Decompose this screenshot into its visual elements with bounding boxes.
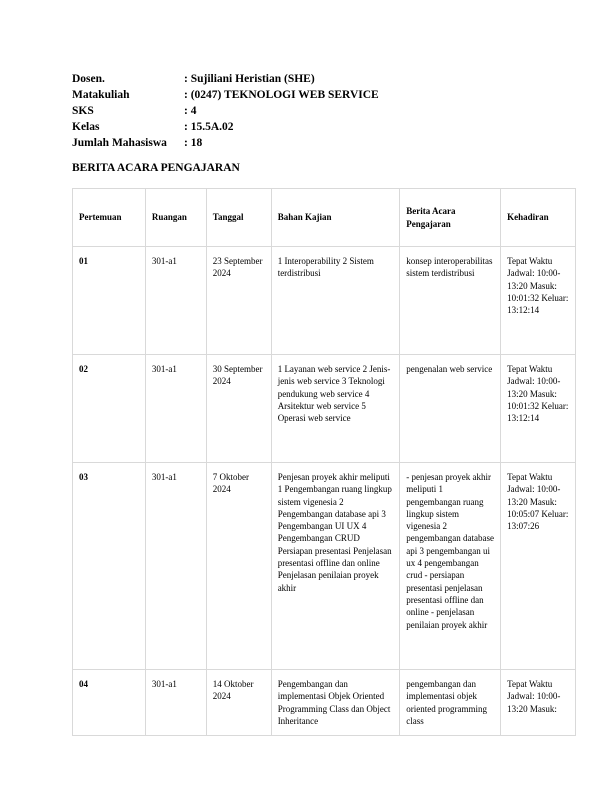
cell-pertemuan: 03: [73, 463, 146, 670]
info-value: : 18: [184, 137, 203, 149]
cell-kehadiran: Tepat Waktu Jadwal: 10:00-13:20 Masuk: 10:01:32 Keluar: 13:12:14: [501, 247, 576, 355]
info-value: : 4: [184, 105, 197, 117]
info-row-matakuliah: [72, 87, 379, 103]
cell-berita-acara: pengenalan web service: [400, 355, 501, 463]
header-kehadiran: Kehadiran: [501, 189, 576, 247]
info-row-jumlah-mahasiswa: [72, 135, 379, 151]
table-header-row: [73, 189, 576, 247]
table-row: [73, 463, 576, 670]
cell-berita-acara: - penjesan proyek akhir meliputi 1 pengembangan ruang lingkup sistem vigenesia 2 pengembangan database api 3 pengembangan ui ux 4 pengembangan crud - persiapan presentasi penjelasan presentasi offline dan online - penjelasan penilaian proyek akhir: [400, 463, 501, 670]
cell-tanggal: 7 Oktober 2024: [206, 463, 271, 670]
info-label: Matakuliah: [72, 89, 130, 101]
table-row: [73, 247, 576, 355]
cell-kehadiran: Tepat Waktu Jadwal: 10:00-13:20 Masuk: 10:05:07 Keluar: 13:07:26: [501, 463, 576, 670]
cell-ruangan: 301-a1: [145, 355, 206, 463]
info-value: : 15.5A.02: [184, 121, 234, 133]
info-label: SKS: [72, 105, 94, 117]
cell-berita-acara: pengembangan dan implementasi objek oriented programming class: [400, 670, 501, 736]
berita-acara-table: [72, 188, 576, 736]
header-bahan-kajian: Bahan Kajian: [271, 189, 400, 247]
cell-tanggal: 14 Oktober 2024: [206, 670, 271, 736]
header-pertemuan: Pertemuan: [73, 189, 146, 247]
cell-berita-acara: konsep interoperabilitas sistem terdistribusi: [400, 247, 501, 355]
course-info: [72, 71, 379, 151]
header-berita-acara: Berita Acara Pengajaran: [400, 189, 501, 247]
cell-bahan-kajian: Penjesan proyek akhir meliputi 1 Pengembangan ruang lingkup sistem vigenesia 2 Pengembangan database api 3 Pengembangan UI UX 4 Pengembangan CRUD Persiapan presentasi Penjelasan presentasi offline dan online Penjelasan penilaian proyek akhir: [271, 463, 400, 670]
header-tanggal: Tanggal: [206, 189, 271, 247]
info-row-dosen: [72, 71, 379, 87]
cell-kehadiran: Tepat Waktu Jadwal: 10:00-13:20 Masuk: 10:01:32 Keluar: 13:12:14: [501, 355, 576, 463]
table-row: [73, 670, 576, 736]
info-label: Dosen.: [72, 73, 105, 85]
cell-pertemuan: 02: [73, 355, 146, 463]
cell-kehadiran: Tepat Waktu Jadwal: 10:00-13:20 Masuk:: [501, 670, 576, 736]
cell-ruangan: 301-a1: [145, 463, 206, 670]
header-ruangan: Ruangan: [145, 189, 206, 247]
cell-bahan-kajian: 1 Interoperability 2 Sistem terdistribusi: [271, 247, 400, 355]
info-row-kelas: [72, 119, 379, 135]
info-label: Kelas: [72, 121, 100, 133]
cell-pertemuan: 04: [73, 670, 146, 736]
table-row: [73, 355, 576, 463]
cell-tanggal: 30 September 2024: [206, 355, 271, 463]
info-value: : (0247) TEKNOLOGI WEB SERVICE: [184, 89, 379, 101]
section-title: BERITA ACARA PENGAJARAN: [72, 162, 240, 174]
info-label: Jumlah Mahasiswa: [72, 137, 167, 149]
info-value: : Sujiliani Heristian (SHE): [184, 73, 315, 85]
cell-tanggal: 23 September 2024: [206, 247, 271, 355]
cell-ruangan: 301-a1: [145, 670, 206, 736]
cell-ruangan: 301-a1: [145, 247, 206, 355]
cell-bahan-kajian: Pengembangan dan implementasi Objek Oriented Programming Class dan Object Inheritance: [271, 670, 400, 736]
cell-pertemuan: 01: [73, 247, 146, 355]
cell-bahan-kajian: 1 Layanan web service 2 Jenis-jenis web service 3 Teknologi pendukung web service 4 Arsitektur web service 5 Operasi web service: [271, 355, 400, 463]
info-row-sks: [72, 103, 379, 119]
